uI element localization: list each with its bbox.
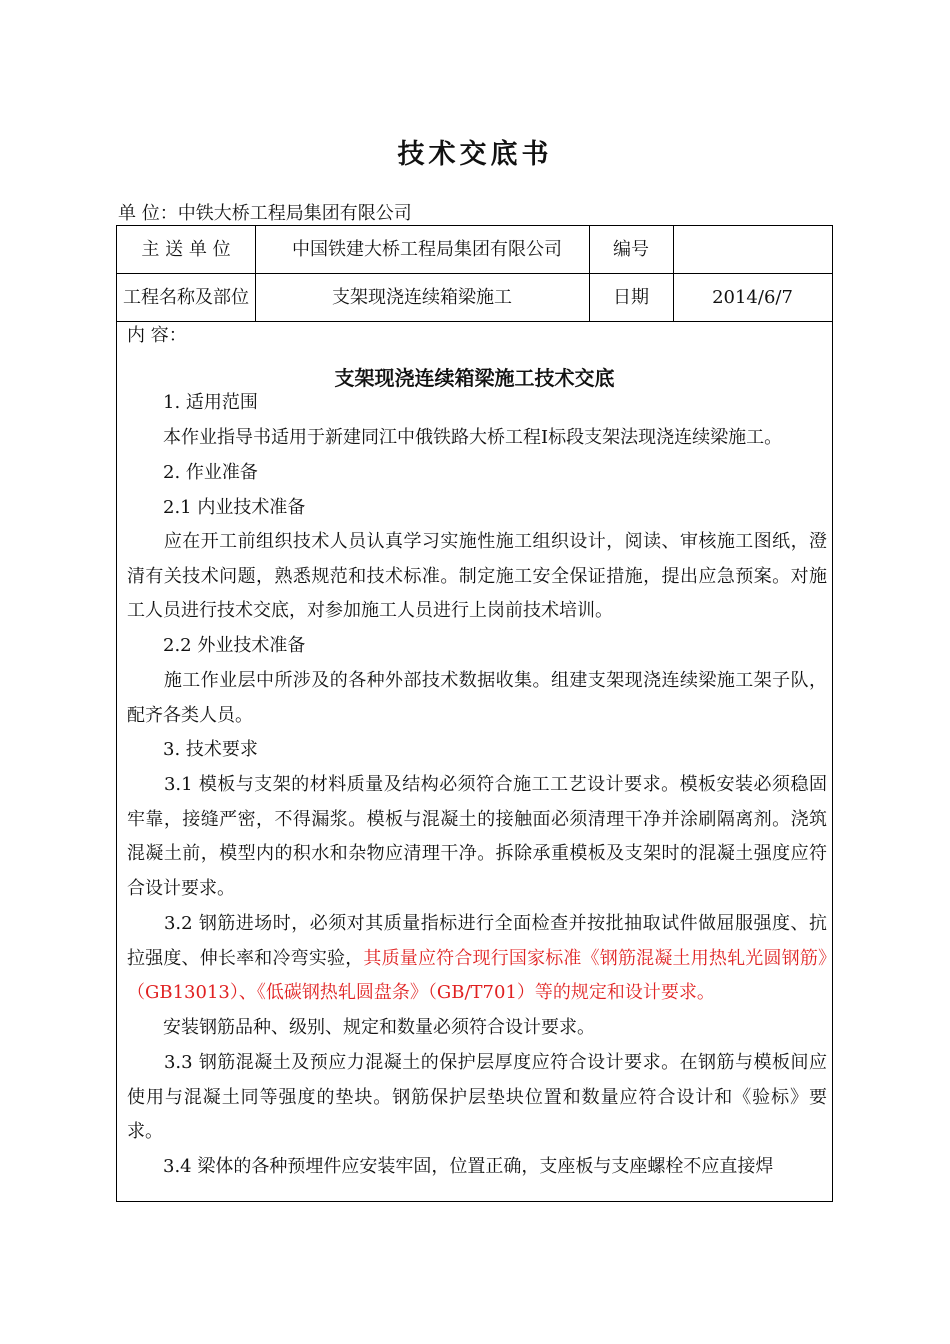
paragraph-1: 1. 适用范围 xyxy=(127,392,258,413)
paragraph-7: 施工作业层中所涉及的各种外部技术数据收集。组建支架现浇连续梁施工架子队，配齐各类人员。 xyxy=(127,670,827,726)
content-title: 支架现浇连续箱梁施工技术交底 xyxy=(334,366,615,390)
content-label: 内 容： xyxy=(127,325,187,346)
number-label: 编号 xyxy=(613,238,649,260)
paragraph-4: 2.1 内业技术准备 xyxy=(127,497,306,518)
form-table xyxy=(116,225,833,1202)
project-label: 工程名称及部位 xyxy=(123,286,249,308)
paragraph-9: 3.1 模板与支架的材料质量及结构必须符合施工工艺设计要求。模板安装必须稳固牢靠，接缝严密，不得漏浆。模板与混凝土的接触面必须清理干净并涂刷隔离剂。浇筑混凝土前，模型内的积水和杂物应清理干净。拆除承重模板及支架时的混凝土强度应符合设计要求。 xyxy=(127,774,828,900)
date-label: 日期 xyxy=(613,286,649,308)
unit-line: 单 位：中铁大桥工程局集团有限公司 xyxy=(118,203,412,224)
project-value: 支架现浇连续箱梁施工 xyxy=(332,286,512,308)
red-highlight-text: 其质量应符合现行国家标准《钢筋混凝土用热轧光圆钢筋》（GB13013）、《低碳钢热轧圆盘条》（GB/T701）等的规定和设计要求。 xyxy=(127,947,828,1004)
paragraph-10: 3.2 钢筋进场时，必须对其质量指标进行全面检查并按批抽取试件做屈服强度、抗拉强度、伸长率和冷弯实验，其质量应符合现行国家标准《钢筋混凝土用热轧光圆钢筋》（GB13013）、《低碳钢热轧圆盘条》（GB/T701）等的规定和设计要求。 xyxy=(127,913,828,1004)
paragraph-11: 安装钢筋品种、级别、规定和数量必须符合设计要求。 xyxy=(127,1017,595,1038)
date-value: 2014/6/7 xyxy=(712,286,793,308)
paragraph-8: 3. 技术要求 xyxy=(127,739,258,760)
recipient-label: 主 送 单 位 xyxy=(141,238,231,260)
recipient-value: 中国铁建大桥工程局集团有限公司 xyxy=(292,238,562,260)
paragraph-3: 2. 作业准备 xyxy=(127,462,258,483)
number-value xyxy=(673,226,832,273)
document-title: 技术交底书 xyxy=(397,139,553,170)
paragraph-5: 应在开工前组织技术人员认真学习实施性施工组织设计，阅读、审核施工图纸，澄清有关技术问题，熟悉规范和技术标准。制定施工安全保证措施，提出应急预案。对施工人员进行技术交底，对参加施工人员进行上岗前技术培训。 xyxy=(127,531,827,622)
row-divider xyxy=(117,321,832,322)
paragraph-2: 本作业指导书适用于新建同江中俄铁路大桥工程Ⅰ标段支架法现浇连续梁施工。 xyxy=(127,427,783,448)
paragraph-13: 3.4 梁体的各种预埋件应安装牢固，位置正确，支座板与支座螺栓不应直接焊 xyxy=(127,1156,774,1177)
paragraph-6: 2.2 外业技术准备 xyxy=(127,635,306,656)
paragraph-12: 3.3 钢筋混凝土及预应力混凝土的保护层厚度应符合设计要求。在钢筋与模板间应使用与混凝土同等强度的垫块。钢筋保护层垫块位置和数量应符合设计和《验标》要求。 xyxy=(127,1052,828,1143)
